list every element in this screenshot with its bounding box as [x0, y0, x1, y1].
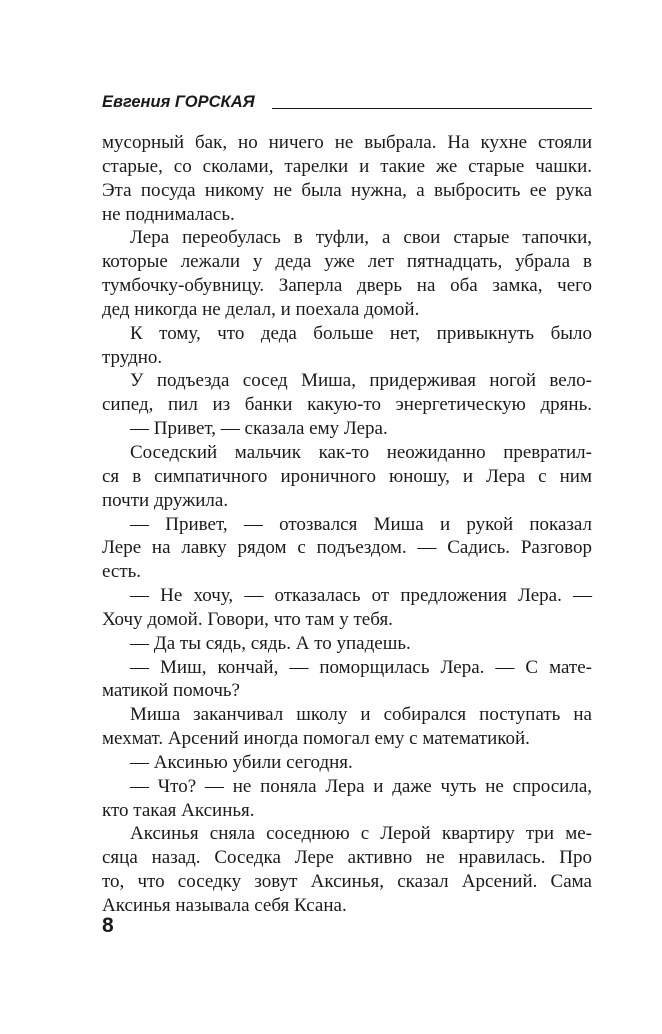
text-line: тумбочку-обувницу. Заперла дверь на оба замка, чего [102, 275, 592, 297]
text-line: кто такая Аксинья. [102, 799, 255, 821]
running-header [102, 92, 592, 114]
text-line: старые, со сколами, тарелки и такие же старые чашки. [102, 155, 592, 177]
text-line: Лера переобулась в туфли, а свои старые тапочки, [130, 227, 592, 249]
text-line: сипед, пил из банки какую-то энергетическую дрянь. [102, 394, 592, 416]
page-number: 8 [102, 914, 114, 937]
header-rule [272, 108, 592, 109]
text-line: мехмат. Арсений иногда помогал ему с математикой. [102, 728, 530, 750]
text-line: У подъезда сосед Миша, придерживая ногой вело- [130, 370, 592, 392]
text-line: Аксинья сняла соседнюю с Лерой квартиру три ме- [130, 823, 592, 845]
text-line: которые лежали у деда уже лет пятнадцать, убрала в [102, 251, 592, 273]
text-line: Аксинья называла себя Ксана. [102, 895, 347, 916]
text-line: есть. [102, 561, 142, 583]
text-line: не поднималась. [102, 203, 235, 225]
text-line: Лере на лавку рядом с подъездом. — Садись. Разговор [102, 537, 592, 559]
text-line: Миша заканчивал школу и собирался поступать на [130, 704, 592, 726]
text-line: почти дружила. [102, 489, 229, 511]
text-line: Соседский мальчик как-то неожиданно превратил- [130, 441, 592, 463]
text-line: К тому, что деда больше нет, привыкнуть было [130, 322, 592, 344]
text-line: мусорный бак, но ничего не выбрала. На кухне стояли [102, 132, 592, 153]
text-line: — Привет, — сказала ему Лера. [130, 418, 388, 440]
text-line: дед никогда не делал, и поехала домой. [102, 298, 420, 320]
text-line: то, что соседку зовут Аксинья, сказал Арсений. Сама [102, 871, 592, 893]
text-line: — Аксинью убили сегодня. [130, 751, 353, 773]
body-text [102, 131, 592, 918]
text-line: трудно. [102, 346, 163, 368]
text-line: Хочу домой. Говори, что там у тебя. [102, 608, 393, 630]
text-line: — Не хочу, — отказалась от предложения Лера. — [130, 585, 592, 607]
text-line: матикой помочь? [102, 680, 240, 702]
text-line: — Привет, — отозвался Миша и рукой показал [130, 513, 592, 535]
text-line: Эта посуда никому не была нужна, а выбросить ее рука [102, 179, 592, 201]
text-line: — Да ты сядь, сядь. А то упадешь. [130, 632, 411, 654]
text-line: ся в симпатичного ироничного юношу, и Лера с ним [102, 465, 592, 487]
text-line: сяца назад. Соседка Лере активно не нравилась. Про [102, 847, 592, 869]
running-header-author: Евгения ГОРСКАЯ [102, 93, 255, 111]
text-line: — Миш, кончай, — поморщилась Лера. — С мате- [130, 656, 592, 678]
text-line: — Что? — не поняла Лера и даже чуть не спросила, [130, 775, 592, 797]
